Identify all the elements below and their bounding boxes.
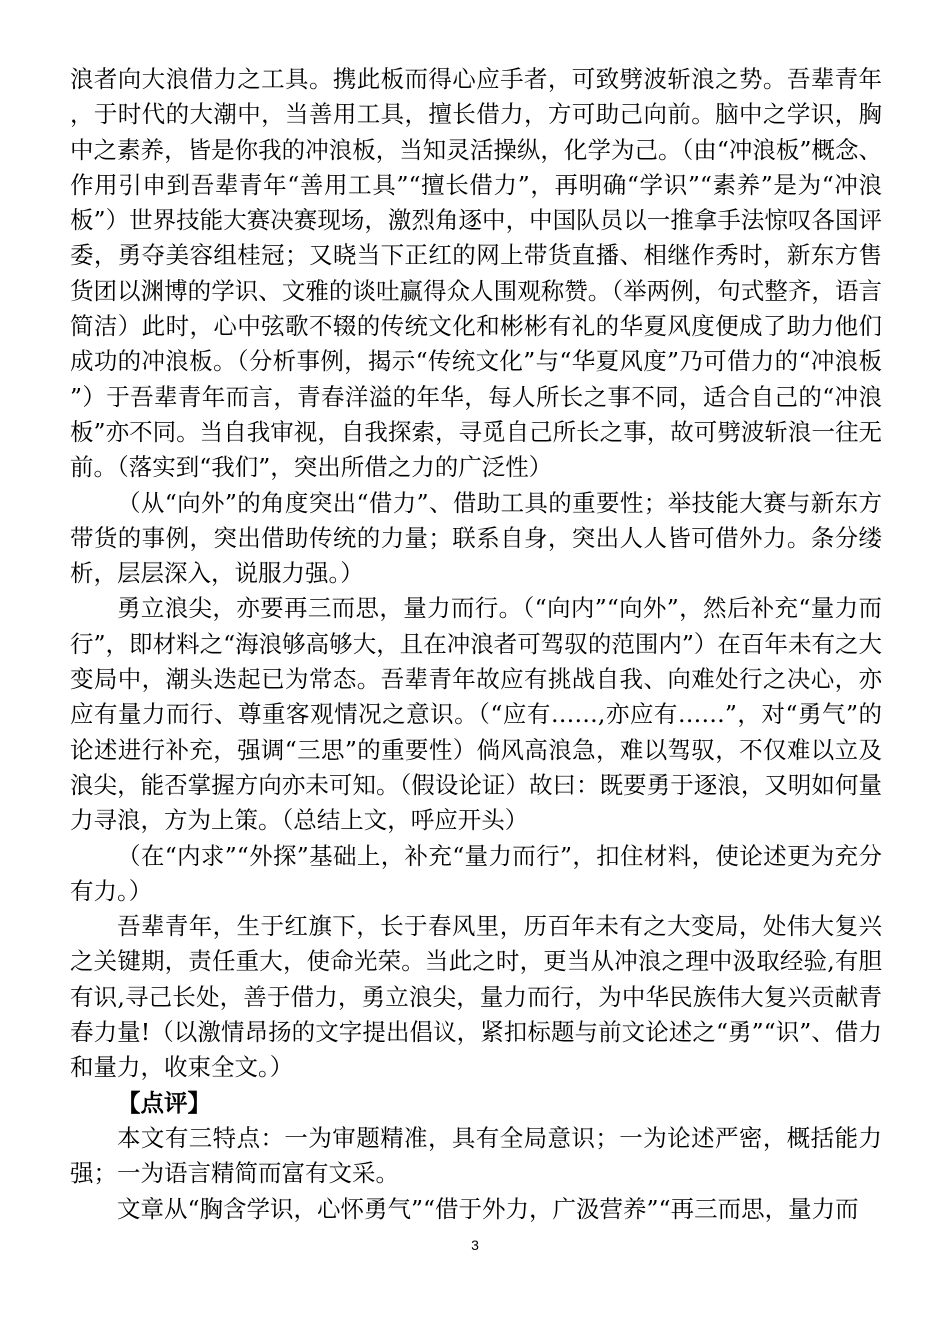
review-paragraph-1: 本文有三特点：一为审题精准，具有全局意识；一为论述严密，概括能力强；一为语言精简而富有文采。 [70, 1123, 882, 1188]
paragraph-3: 勇立浪尖，亦要再三而思，量力而行。（“向内”“向外”，然后补充“量力而行”，即材料之“海浪够高够大，且在冲浪者可驾驭的范围内”）在百年未有之大变局中，潮头迭起已为常态。吾辈青年故应有挑战自我、向难处行之决心，亦应有量力而行、尊重客观情况之意识。（“应有……,亦应有……”，对“勇气”的论述进行补充，强调“三思”的重要性）倘风高浪急，难以驾驭，不仅难以立及浪尖，能否掌握方向亦未可知。（假设论证）故曰：既要勇于逐浪，又明如何量力寻浪，方为上策。（总结上文，呼应开头） [70, 594, 882, 835]
paragraph-4-comment: （在“内求”“外探”基础上，补充“量力而行”，扣住材料，使论述更为充分有力。） [70, 841, 882, 905]
paragraph-1: 浪者向大浪借力之工具。携此板而得心应手者，可致劈波斩浪之势。吾辈青年，于时代的大潮中，当善用工具，擅长借力，方可助己向前。脑中之学识，胸中之素养，皆是你我的冲浪板，当知灵活操纵，化学为己。（由“冲浪板”概念、作用引申到吾辈青年“善用工具”“擅长借力”，再明确“学识”“素养”是为“冲浪板”）世界技能大赛决赛现场，激烈角逐中，中国队员以一推拿手法惊叹各国评委，勇夺美容组桂冠；又晓当下正红的网上带货直播、相继作秀时，新东方售货团以渊博的学识、文雅的谈吐赢得众人围观称赞。（举两例，句式整齐，语言简洁）此时，心中弦歌不辍的传统文化和彬彬有礼的华夏风度便成了助力他们成功的冲浪板。（分析事例，揭示“传统文化”与“华夏风度”乃可借力的“冲浪板”）于吾辈青年而言，青春洋溢的年华，每人所长之事不同，适合自己的“冲浪板”亦不同。当自我审视，自我探索，寻觅自己所长之事，故可劈波斩浪一往无前。（落实到“我们”，突出所借之力的广泛性） [70, 65, 882, 482]
review-paragraph-2: 文章从“胸含学识，心怀勇气”“借于外力，广汲营养”“再三而思，量力而 [117, 1194, 859, 1223]
document-body [70, 62, 882, 1227]
review-heading: 【点评】 [117, 1088, 211, 1117]
paragraph-2-comment: （从“向外”的角度突出“借力”、借助工具的重要性；举技能大赛与新东方带货的事例，突出借助传统的力量；联系自身，突出人人皆可借外力。条分缕析，层层深入，说服力强。） [70, 488, 882, 588]
page-number: 3 [471, 1237, 479, 1253]
paragraph-5-conclusion: 吾辈青年，生于红旗下，长于春风里，历百年未有之大变局，处伟大复兴之关键期，责任重大，使命光荣。当此之时，更当从冲浪之理中汲取经验,有胆有识,寻己长处，善于借力，勇立浪尖，量力而行，为中华民族伟大复兴贡献青春力量!（以激情昂扬的文字提出倡议，紧扣标题与前文论述之“勇”“识”、借力和量力，收束全文。） [70, 912, 882, 1082]
